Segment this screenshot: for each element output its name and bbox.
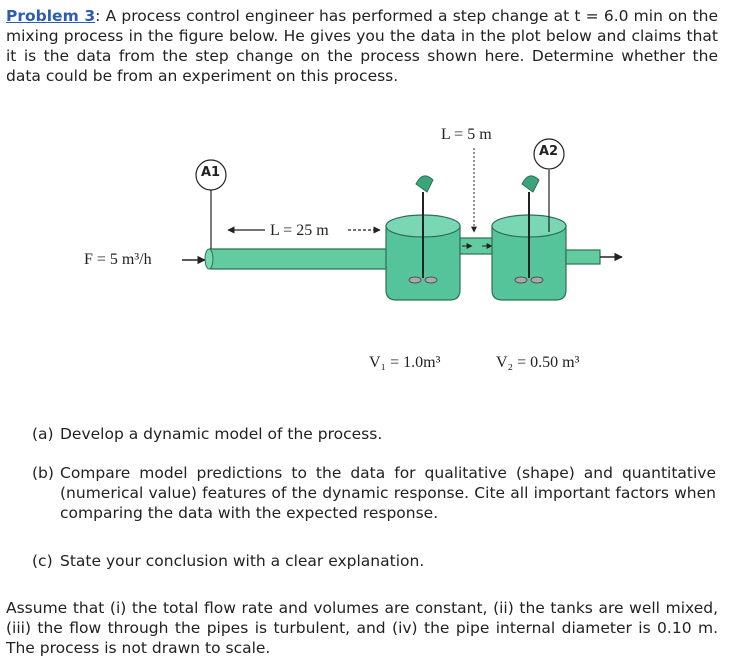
problem-title[interactable]: Problem 3 bbox=[6, 7, 96, 25]
pipe-1 bbox=[208, 249, 388, 269]
mixer-2-motor bbox=[522, 176, 539, 192]
tank-2-volume-label: V₂ = 0.50 m³ bbox=[496, 354, 580, 371]
part-b: (b) Compare model predictions to the data for qualitative (shape) and quantitative (numerical value) features of the dynamic response. Cite all important factors when comparing the data with the expected response. bbox=[32, 464, 716, 522]
mixer-1-motor bbox=[416, 176, 433, 192]
assumptions-text: Assume that (i) the total flow rate and volumes are constant, (ii) the tanks are well mixed, (iii) the flow through the pipes is turbulent, and (iv) the pipe internal diameter is 0.10 m. The process is not drawn to scale. bbox=[6, 599, 718, 657]
pipe-2-length-label: L = 5 m bbox=[441, 126, 492, 143]
outlet-pipe bbox=[566, 250, 600, 264]
tank-1-volume-label: V₁ = 1.0m³ bbox=[369, 354, 441, 371]
analyzer-a1-label: A1 bbox=[201, 165, 221, 180]
part-c: (c) State your conclusion with a clear explanation. bbox=[32, 552, 425, 570]
problem-intro: : A process control engineer has performed a step change at t = 6.0 min on the mixing process in the figure below. He gives you the data in the plot below and claims that it is the data from the step change on the process shown here. Determine whether the data could be from an experiment on this process. bbox=[6, 7, 719, 85]
part-a: (a) Develop a dynamic model of the process. bbox=[32, 425, 383, 443]
pipe-1-length-label: L = 25 m bbox=[270, 222, 329, 239]
flow-label: F = 5 m³/h bbox=[84, 251, 152, 268]
problem-statement bbox=[6, 6, 718, 86]
analyzer-a2-label: A2 bbox=[539, 144, 559, 159]
process-diagram bbox=[0, 120, 733, 420]
